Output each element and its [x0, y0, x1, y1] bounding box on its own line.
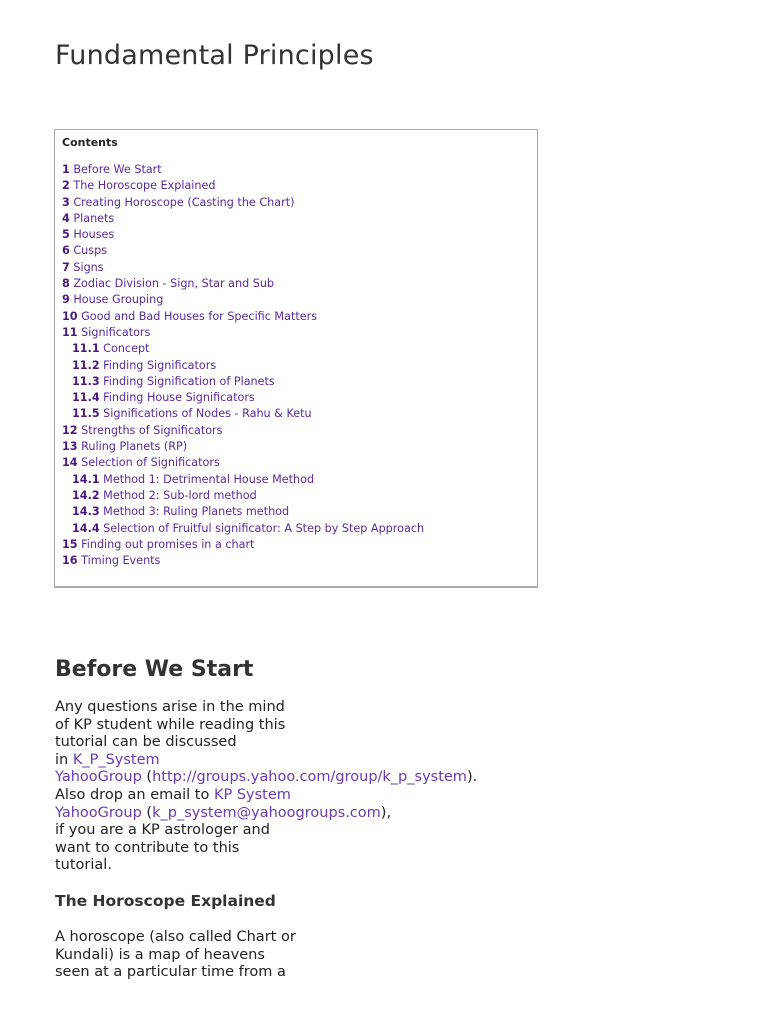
toc-item-link[interactable]: Finding Significators — [103, 358, 217, 372]
toc-item[interactable] — [62, 406, 525, 422]
toc-item-link[interactable]: Concept — [103, 342, 150, 356]
toc-item-number: 14.1 — [72, 472, 100, 486]
toc-item-link[interactable]: Significators — [81, 325, 151, 339]
toc-item[interactable] — [62, 211, 525, 227]
text-line: if you are a KP astrologer and — [55, 822, 270, 839]
toc-item-number: 7 — [62, 260, 70, 274]
toc-item-link[interactable]: Before We Start — [73, 163, 162, 176]
text-line: Kundali) is a map of heavens — [55, 946, 265, 963]
toc-item-link[interactable]: The Horoscope Explained — [73, 179, 216, 193]
text-line: in — [55, 751, 73, 768]
toc-item-link[interactable]: Creating Horoscope (Casting the Chart) — [73, 195, 295, 209]
toc-item-link[interactable]: Selection of Fruitful significator: A Step by Step Approach — [103, 521, 425, 535]
text-fragment: ), — [380, 804, 392, 821]
toc-item-link[interactable]: Planets — [73, 211, 115, 225]
toc-item-number: 14.4 — [72, 521, 100, 535]
toc-item-number: 8 — [62, 277, 70, 291]
text-line: want to contribute to this — [55, 839, 240, 856]
toc-item-number: 4 — [62, 211, 70, 225]
toc-item-link[interactable]: Timing Events — [81, 554, 161, 568]
kp-system-link[interactable]: K_P_System — [72, 751, 160, 768]
toc-item[interactable] — [62, 439, 525, 455]
kp-system-email-link[interactable]: KP System — [213, 786, 291, 803]
toc-item[interactable] — [62, 178, 525, 194]
toc-item[interactable] — [62, 488, 525, 504]
toc-item[interactable] — [62, 276, 525, 292]
toc-item-link[interactable]: Method 3: Ruling Planets method — [103, 505, 290, 519]
toc-item-number: 11.4 — [72, 391, 100, 405]
toc-item-number: 3 — [62, 195, 70, 209]
table-of-contents — [54, 129, 538, 588]
text-line: A horoscope (also called Chart or — [55, 929, 296, 945]
toc-item[interactable] — [62, 162, 525, 178]
email-address-link[interactable]: k_p_system@yahoogroups.com — [152, 804, 381, 821]
yahoogroup-url-link[interactable]: http://groups.yahoo.com/group/k_p_system — [152, 769, 467, 786]
toc-item[interactable] — [62, 537, 525, 553]
text-fragment: ( — [141, 804, 153, 821]
toc-item[interactable] — [62, 423, 525, 439]
text-line: Any questions arise in the mind — [55, 699, 285, 715]
toc-item-number: 14 — [62, 456, 78, 470]
toc-item-link[interactable]: Finding House Significators — [103, 391, 255, 405]
toc-item-number: 15 — [62, 537, 78, 551]
toc-item-number: 14.2 — [72, 488, 100, 502]
horoscope-explained-paragraph — [55, 929, 296, 982]
toc-item-number: 13 — [62, 440, 78, 454]
toc-item-link[interactable]: House Grouping — [73, 293, 164, 307]
yahoogroup-link[interactable]: YahooGroup — [55, 769, 142, 786]
toc-item[interactable] — [62, 390, 525, 406]
toc-item-number: 6 — [62, 244, 70, 258]
section-heading-horoscope-explained: The Horoscope Explained — [55, 892, 276, 910]
toc-item[interactable] — [62, 325, 525, 341]
toc-item-link[interactable]: Method 1: Detrimental House Method — [103, 472, 315, 486]
toc-item[interactable] — [62, 374, 525, 390]
toc-item-number: 11 — [62, 325, 78, 339]
toc-item-link[interactable]: Zodiac Division - Sign, Star and Sub — [73, 277, 275, 291]
text-line: tutorial. — [55, 857, 112, 874]
toc-item-number: 16 — [62, 554, 78, 568]
toc-item-number: 11.5 — [72, 407, 100, 421]
toc-item-link[interactable]: Houses — [73, 228, 115, 242]
text-fragment: ). — [466, 769, 478, 786]
toc-item-link[interactable]: Cusps — [73, 244, 108, 258]
text-line: of KP student while reading this — [55, 716, 286, 733]
text-line: tutorial can be discussed — [55, 734, 237, 751]
toc-item-number: 11.2 — [72, 358, 100, 372]
toc-item[interactable] — [62, 472, 525, 488]
toc-title: Contents — [62, 136, 118, 149]
section-heading-before-we-start: Before We Start — [55, 657, 254, 682]
yahoogroup-email-link[interactable]: YahooGroup — [55, 804, 142, 821]
toc-item-link[interactable]: Strengths of Significators — [81, 423, 223, 437]
toc-item-link[interactable]: Ruling Planets (RP) — [81, 440, 188, 454]
text-line: seen at a particular time from a — [55, 964, 286, 981]
text-line: Also drop an email to — [55, 786, 214, 803]
toc-item-number: 2 — [62, 179, 70, 193]
toc-item-link[interactable]: Selection of Significators — [81, 456, 220, 470]
page-title: Fundamental Principles — [55, 40, 374, 71]
toc-item-number: 11.1 — [72, 342, 100, 356]
text-fragment: ( — [141, 769, 153, 786]
toc-item-link[interactable]: Finding Signification of Planets — [103, 374, 275, 388]
toc-item[interactable] — [62, 227, 525, 243]
toc-item[interactable] — [62, 341, 525, 357]
toc-item-number: 5 — [62, 228, 70, 242]
toc-item-number: 1 — [62, 163, 70, 176]
toc-item-number: 9 — [62, 293, 70, 307]
toc-item[interactable] — [62, 292, 525, 308]
toc-item[interactable] — [62, 553, 525, 569]
toc-item[interactable] — [62, 260, 525, 276]
toc-item-number: 14.3 — [72, 505, 100, 519]
toc-item[interactable] — [62, 455, 525, 471]
toc-item[interactable] — [62, 521, 525, 537]
before-we-start-paragraph — [55, 699, 477, 875]
toc-item[interactable] — [62, 504, 525, 520]
toc-item[interactable] — [62, 243, 525, 259]
toc-item-link[interactable]: Signs — [73, 260, 104, 274]
toc-item-link[interactable]: Good and Bad Houses for Specific Matters — [81, 309, 318, 323]
toc-item[interactable] — [62, 358, 525, 374]
toc-item[interactable] — [62, 309, 525, 325]
toc-item-link[interactable]: Method 2: Sub-lord method — [103, 488, 257, 502]
toc-list — [62, 162, 525, 569]
toc-item-link[interactable]: Finding out promises in a chart — [81, 537, 255, 551]
toc-item-number: 12 — [62, 423, 78, 437]
toc-item-link[interactable]: Significations of Nodes - Rahu & Ketu — [103, 407, 312, 421]
toc-item-number: 10 — [62, 309, 78, 323]
toc-item-number: 11.3 — [72, 374, 100, 388]
toc-item[interactable] — [62, 195, 525, 211]
